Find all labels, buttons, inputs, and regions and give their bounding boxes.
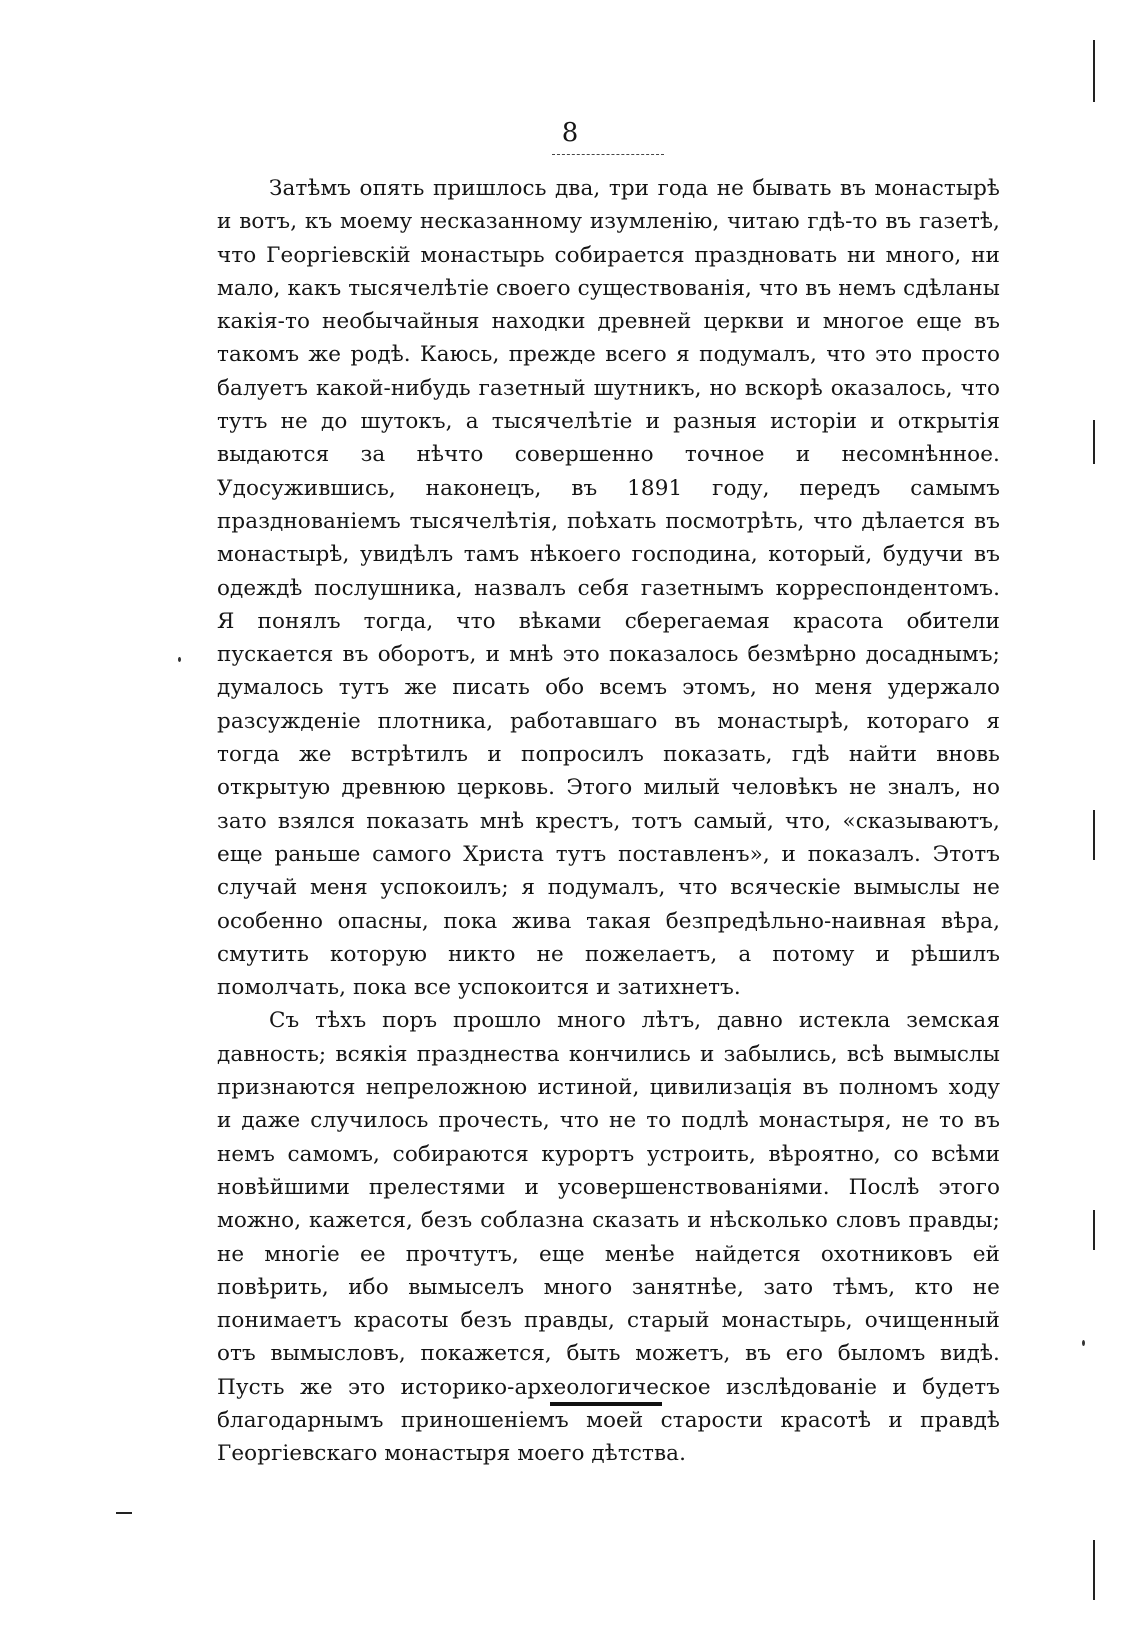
scan-edge-mark: [1093, 40, 1095, 102]
paragraph: Затѣмъ опять пришлось два, три года не бывать въ монастырѣ и вотъ, къ моему несказанному изумленію, читаю гдѣ-то въ газетѣ, что Георгіевскій монастырь собирается праздновать ни много, ни мало, какъ тысячелѣтіе своего существованія, что въ немъ сдѣланы какія-то необычайныя находки древней церкви и многое еще въ такомъ же родѣ. Каюсь, прежде всего я подумалъ, что это просто балуетъ какой-нибудь газетный шутникъ, но вскорѣ оказалось, что тутъ не до шутокъ, а тысячелѣтіе и разныя исторіи и открытія выдаются за нѣчто совершенно точное и несомнѣнное. Удосужившись, наконецъ, въ 1891 году, передъ самымъ празднованіемъ тысячелѣтія, поѣхать посмотрѣть, что дѣлается въ монастырѣ, увидѣлъ тамъ нѣкоего господина, который, будучи въ одеждѣ послушника, назвалъ себя газетнымъ корреспондентомъ. Я понялъ тогда, что вѣками сберегаемая красота обители пускается въ оборотъ, и мнѣ это показалось безмѣрно досаднымъ; думалось тутъ же писать обо всемъ этомъ, но меня удержало разсужденіе плотника, работавшаго въ монастырѣ, котораго я тогда же встрѣтилъ и попросилъ показать, гдѣ найти вновь открытую древнюю церковь. Этого милый человѣкъ не зналъ, но зато взялся показать мнѣ крестъ, тотъ самый, что, «сказываютъ, еще раньше самого Христа тутъ поставленъ», и показалъ. Этотъ случай меня успокоилъ; я подумалъ, что всяческіе вымыслы не особенно опасны, пока жива такая безпредѣльно-наивная вѣра, смутить которую никто не пожелаетъ, а потому и рѣшилъ помолчать, пока все успокоится и затихнетъ.: [217, 176, 1000, 1001]
paragraph: Съ тѣхъ поръ прошло много лѣтъ, давно истекла земская давность; всякія празднества кончились и забылись, всѣ вымыслы признаются непреложною истиной, цивилизація въ полномъ ходу и даже случилось прочесть, что не то подлѣ монастыря, не то въ немъ самомъ, собираются курортъ устроить, вѣроятно, со всѣми новѣйшими прелестями и усовершенствованіями. Послѣ этого можно, кажется, безъ соблазна сказать и нѣсколько словъ правды; не многіе ее прочтутъ, еще менѣе найдется охотниковъ ей повѣрить, ибо вымыселъ много занятнѣе, зато тѣмъ, кто не понимаетъ красоты безъ правды, старый монастырь, очищенный отъ вымысловъ, покажется, быть можетъ, въ его быломъ видѣ. Пусть же это историко-археологическое изслѣдованіе и будетъ благодарнымъ приношеніемъ моей старости красотѣ и правдѣ Георгіевскаго монастыря моего дѣтства.: [217, 1008, 1000, 1467]
end-rule: [550, 1402, 662, 1406]
scan-edge-mark: [116, 1512, 132, 1514]
body-text: [217, 172, 1000, 1471]
scan-speck: [178, 657, 181, 662]
scan-edge-mark: [1093, 810, 1095, 860]
scan-speck: [1082, 1340, 1085, 1346]
page-number: 8: [561, 118, 579, 148]
header-rule: [552, 154, 664, 155]
scan-edge-mark: [1093, 1210, 1095, 1250]
scan-edge-mark: [1093, 420, 1095, 464]
scan-edge-mark: [1093, 1540, 1095, 1600]
